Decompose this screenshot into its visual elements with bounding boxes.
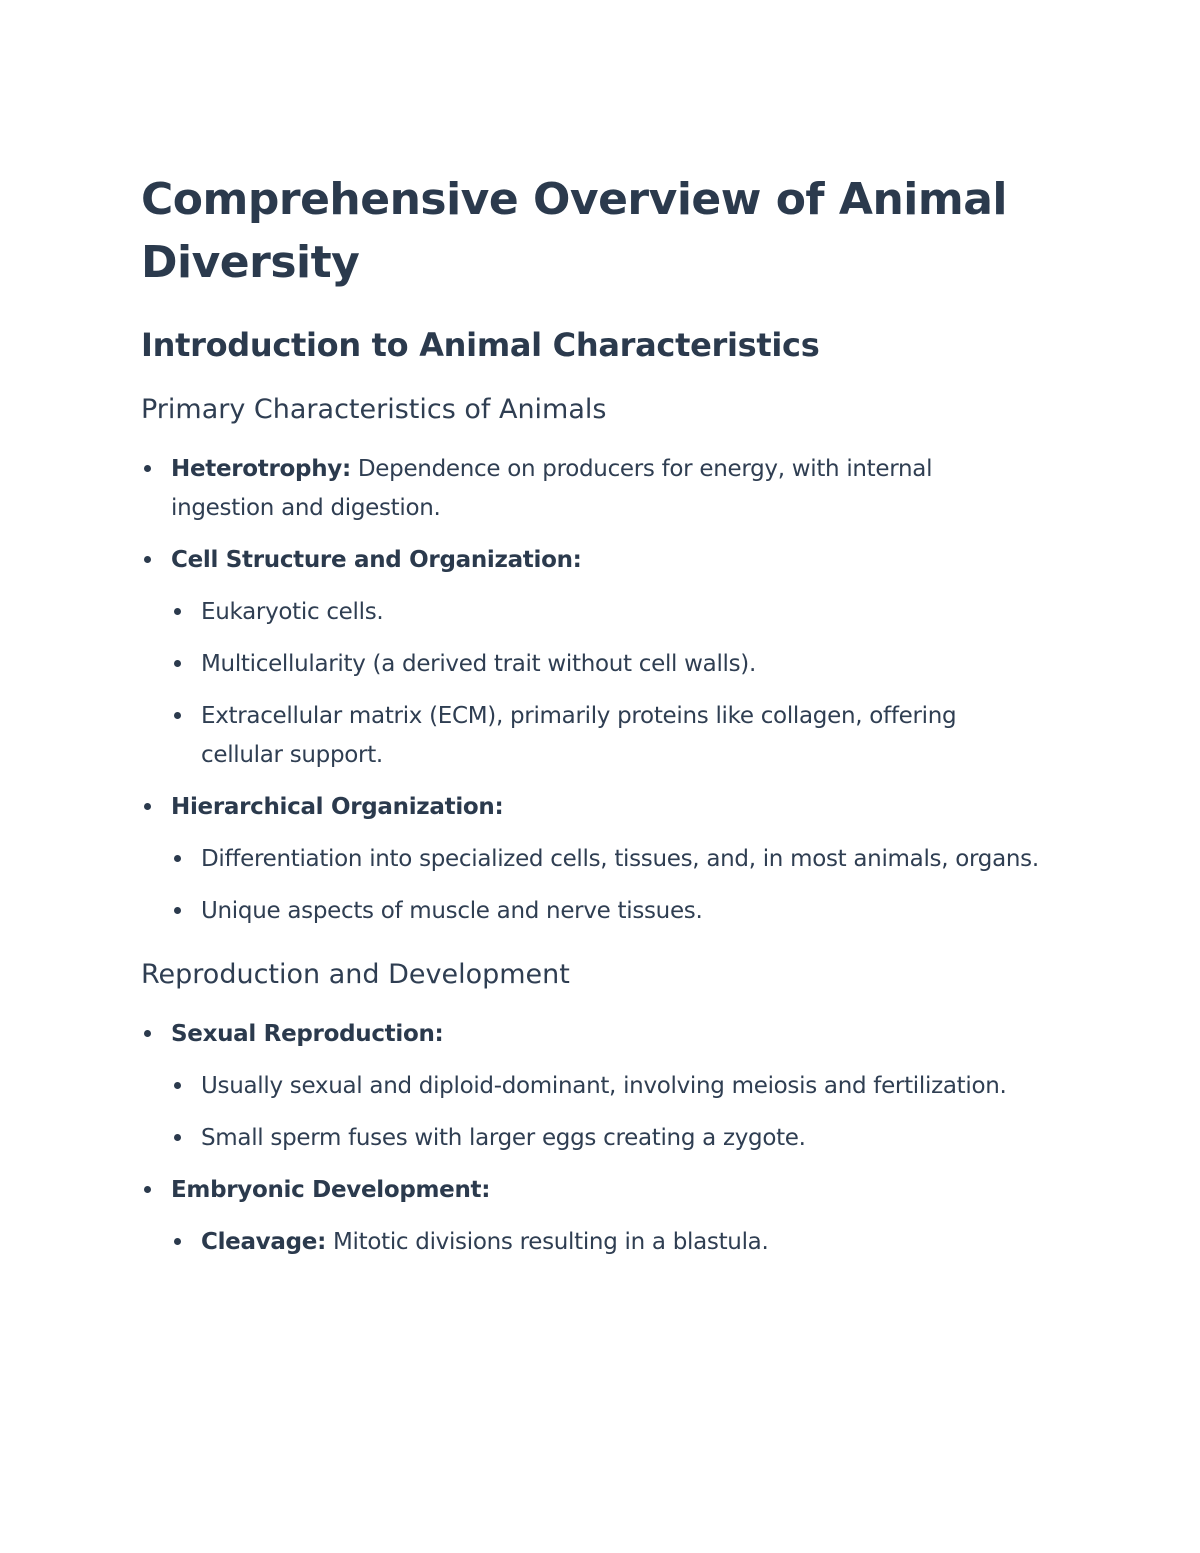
- bullet-icon: [174, 608, 181, 615]
- sub-list-item: Usually sexual and diploid-dominant, involving meiosis and fertilization.: [171, 1067, 1041, 1106]
- reproduction-list: [141, 1015, 1041, 1262]
- subsection-title-primary-characteristics: Primary Characteristics of Animals: [141, 394, 607, 425]
- sub-list-item: Small sperm fuses with larger eggs creating a zygote.: [171, 1119, 1041, 1158]
- bullet-icon: [144, 556, 151, 563]
- bullet-icon: [174, 660, 181, 667]
- sub-list-item: Multicellularity (a derived trait without cell walls).: [171, 645, 1041, 684]
- term-label: Hierarchical Organization: [171, 794, 495, 820]
- hierarchical-organization-sublist: [171, 840, 1041, 931]
- bullet-icon: [144, 1030, 151, 1037]
- list-item-heterotrophy: Heterotrophy: Dependence on producers for energy, with internal ingestion and digestion.: [141, 450, 1041, 528]
- sub-list-item: Extracellular matrix (ECM), primarily proteins like collagen, offering cellular support.: [171, 697, 1041, 775]
- term-label: Heterotrophy: [171, 456, 342, 482]
- bullet-icon: [174, 1082, 181, 1089]
- bullet-icon: [174, 1134, 181, 1141]
- bullet-icon: [144, 465, 151, 472]
- list-item-cell-structure: Cell Structure and Organization: Eukaryotic cells. Multicellularity (a derived trait without cell walls). Extracellular matrix (ECM), primarily proteins like collagen, offering cellular support.: [141, 541, 1041, 775]
- sub-list-item-cleavage: Cleavage: Mitotic divisions resulting in a blastula.: [171, 1223, 1041, 1262]
- bullet-icon: [144, 1186, 151, 1193]
- cell-structure-sublist: [171, 593, 1041, 775]
- sexual-reproduction-sublist: [171, 1067, 1041, 1158]
- term-label: Cleavage: [201, 1229, 318, 1255]
- item-description: Mitotic divisions resulting in a blastula.: [325, 1229, 769, 1255]
- embryonic-development-sublist: [171, 1223, 1041, 1262]
- document-title: Comprehensive Overview of Animal Diversity: [141, 174, 1007, 288]
- bullet-icon: [174, 855, 181, 862]
- term-label: Cell Structure and Organization: [171, 547, 573, 573]
- subsection-title-reproduction: Reproduction and Development: [141, 959, 570, 990]
- item-description: Dependence on producers for energy, with internal ingestion and digestion.: [171, 456, 933, 521]
- sub-list-item: Unique aspects of muscle and nerve tissues.: [171, 892, 1041, 931]
- term-label: Sexual Reproduction: [171, 1021, 435, 1047]
- bullet-icon: [174, 712, 181, 719]
- bullet-icon: [144, 803, 151, 810]
- list-item-embryonic-development: Embryonic Development: Cleavage: Mitotic divisions resulting in a blastula.: [141, 1171, 1041, 1262]
- term-label: Embryonic Development: [171, 1177, 482, 1203]
- bullet-icon: [174, 907, 181, 914]
- section-title: Introduction to Animal Characteristics: [141, 326, 820, 364]
- bullet-icon: [174, 1238, 181, 1245]
- document-page: [141, 168, 1041, 1275]
- sub-list-item: Eukaryotic cells.: [171, 593, 1041, 632]
- sub-list-item: Differentiation into specialized cells, tissues, and, in most animals, organs.: [171, 840, 1041, 879]
- list-item-sexual-reproduction: Sexual Reproduction: Usually sexual and diploid-dominant, involving meiosis and fertilization. Small sperm fuses with larger eggs creating a zygote.: [141, 1015, 1041, 1158]
- list-item-hierarchical-organization: Hierarchical Organization: Differentiation into specialized cells, tissues, and, in most animals, organs. Unique aspects of muscle and nerve tissues.: [141, 788, 1041, 931]
- primary-characteristics-list: [141, 450, 1041, 931]
